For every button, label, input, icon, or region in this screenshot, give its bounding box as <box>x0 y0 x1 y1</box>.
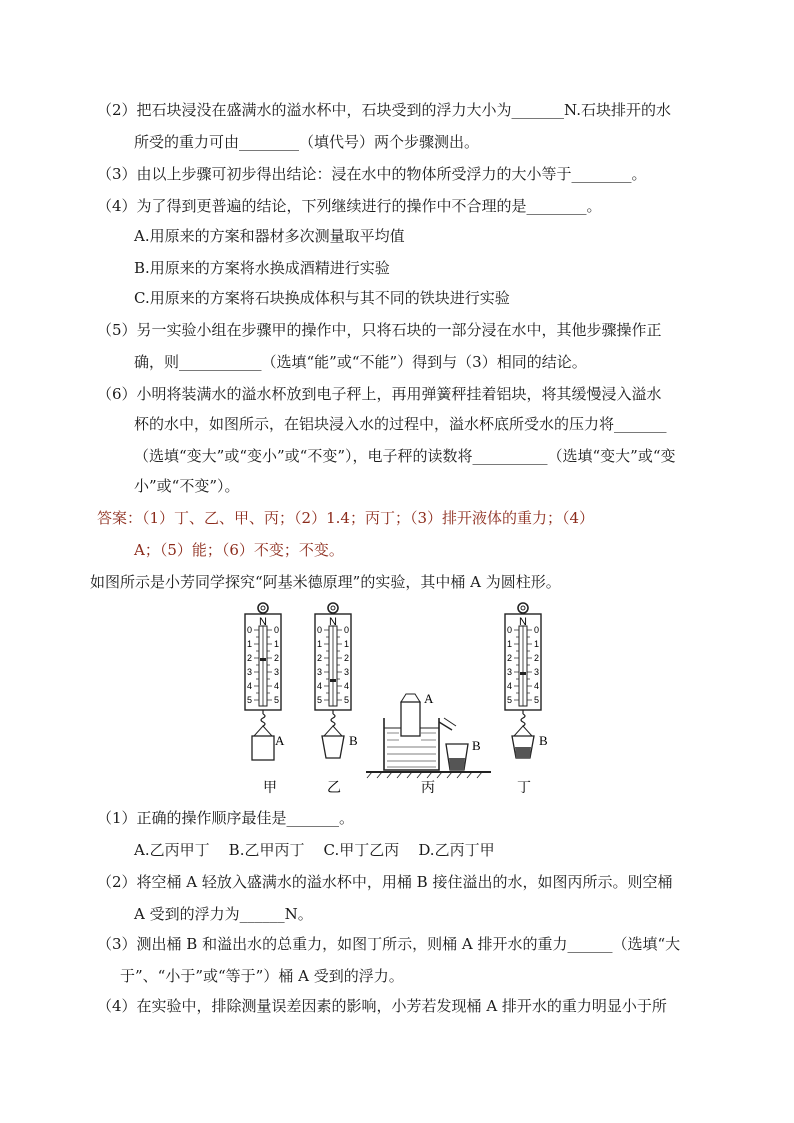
scale-tick-label: 1 <box>247 639 253 649</box>
scale-tick-label: 5 <box>317 695 323 705</box>
scale-tick-labels <box>247 616 539 705</box>
q1-line-1: （2）把石块浸没在盛满水的溢水杯中，石块受到的浮力大小为_______N.石块排开的水 <box>97 101 671 119</box>
q1-option-a: A.用原来的方案和器材多次测量取平均值 <box>134 227 405 245</box>
scale-tick-label: 0 <box>507 625 513 635</box>
scale-tick-label: 5 <box>274 695 280 705</box>
scale-tick-label: 5 <box>507 695 513 705</box>
scale-tick-label: 0 <box>317 625 323 635</box>
scale-tick-label: 2 <box>534 653 540 663</box>
q1-option-b: B.用原来的方案将水换成酒精进行实验 <box>134 259 390 277</box>
caption-bing: 丙 <box>421 780 435 796</box>
q1-line-9: （选填“变大”或“变小”或“不变”），电子秤的读数将__________（选填“变大”或“变 <box>134 447 676 465</box>
q1-option-c: C.用原来的方案将石块换成体积与其不同的铁块进行实验 <box>134 289 510 307</box>
scale-tick-label: 1 <box>317 639 323 649</box>
label-b-ding: B <box>539 733 548 748</box>
scale-tick-label: 5 <box>534 695 540 705</box>
overflow-cup-scene <box>366 694 491 778</box>
scale-tick-label: 4 <box>534 681 540 691</box>
label-a-bing: A <box>424 691 434 706</box>
scale-unit-label: N <box>259 616 267 628</box>
answer-line-2: A；（5）能；（6）不变；不变。 <box>134 541 344 559</box>
scale-tick-label: 4 <box>344 681 350 691</box>
scale-tick-label: 3 <box>317 667 323 677</box>
scale-tick-label: 2 <box>317 653 323 663</box>
scale-tick-label: 1 <box>344 639 350 649</box>
q2-intro: 如图所示是小芳同学探究“阿基米德原理”的实验，其中桶 A 为圆柱形。 <box>90 573 561 591</box>
q1-line-5: （5）另一实验小组在步骤甲的操作中，只将石块的一部分浸在水中，其他步骤操作正 <box>97 321 662 339</box>
q2-line-1: （1）正确的操作顺序最佳是_______。 <box>97 809 355 827</box>
scale-tick-label: 1 <box>507 639 513 649</box>
scale-tick-label: 0 <box>344 625 350 635</box>
q1-line-3: （3）由以上步骤可初步得出结论：浸在水中的物体所受浮力的大小等于________。 <box>97 165 647 183</box>
caption-jia: 甲 <box>263 780 277 796</box>
q1-line-7: （6）小明将装满水的溢水杯放到电子秤上，再用弹簧秤挂着铝块，将其缓慢浸入溢水 <box>97 385 662 403</box>
label-b-bing: B <box>472 738 481 753</box>
scale-tick-label: 4 <box>507 681 513 691</box>
answer-line-1: 答案：（1）丁、乙、甲、丙；（2）1.4；丙丁；（3）排开液体的重力；（4） <box>97 509 595 527</box>
scale-tick-label: 4 <box>247 681 253 691</box>
caption-ding: 丁 <box>517 780 531 796</box>
q2-line-6: （4）在实验中，排除测量误差因素的影响，小芳若发现桶 A 排开水的重力明显小于所 <box>97 997 667 1015</box>
scale-tick-label: 5 <box>247 695 253 705</box>
scale-tick-label: 2 <box>274 653 280 663</box>
scale-tick-label: 3 <box>507 667 513 677</box>
scale-tick-label: 2 <box>507 653 513 663</box>
scale-tick-label: 0 <box>534 625 540 635</box>
q1-line-6: 确，则___________（选填“能”或“不能”）得到与（3）相同的结论。 <box>134 353 587 371</box>
scale-tick-label: 5 <box>344 695 350 705</box>
scale-tick-label: 4 <box>274 681 280 691</box>
scale-tick-label: 0 <box>274 625 280 635</box>
scale-tick-label: 4 <box>317 681 323 691</box>
scale-tick-label: 1 <box>534 639 540 649</box>
label-a-jia: A <box>275 733 285 748</box>
label-b-yi: B <box>349 733 358 748</box>
scale-unit-label: N <box>329 616 337 628</box>
q1-line-2: 所受的重力可由________（填代号）两个步骤测出。 <box>134 133 480 151</box>
q2-line-5: 于”、“小于”或“等于”）桶 A 受到的浮力。 <box>120 967 404 985</box>
caption-yi: 乙 <box>327 780 341 796</box>
q2-options: A.乙丙甲丁 B.乙甲丙丁 C.甲丁乙丙 D.乙丙丁甲 <box>134 841 495 859</box>
q2-line-4: （3）测出桶 B 和溢出水的总重力，如图丁所示，则桶 A 排开水的重力______（选填“大 <box>97 935 681 953</box>
scale-tick-label: 3 <box>247 667 253 677</box>
scale-unit-label: N <box>519 616 527 628</box>
scale-tick-label: 3 <box>274 667 280 677</box>
experiment-figure <box>236 600 556 800</box>
scale-tick-label: 3 <box>534 667 540 677</box>
scale-tick-label: 2 <box>344 653 350 663</box>
scale-tick-label: 3 <box>344 667 350 677</box>
q1-line-8: 杯的水中，如图所示，在铝块浸入水的过程中，溢水杯底所受水的压力将_______ <box>134 415 667 433</box>
q1-line-4: （4）为了得到更普遍的结论，下列继续进行的操作中不合理的是________。 <box>97 197 602 215</box>
scale-tick-label: 1 <box>274 639 280 649</box>
q1-line-10: 小”或“不变”）。 <box>134 477 240 495</box>
q2-line-3: A 受到的浮力为______N。 <box>134 905 313 923</box>
q2-line-2: （2）将空桶 A 轻放入盛满水的溢水杯中，用桶 B 接住溢出的水，如图丙所示。则空桶 <box>97 873 673 891</box>
scale-tick-label: 2 <box>247 653 253 663</box>
scale-tick-label: 0 <box>247 625 253 635</box>
